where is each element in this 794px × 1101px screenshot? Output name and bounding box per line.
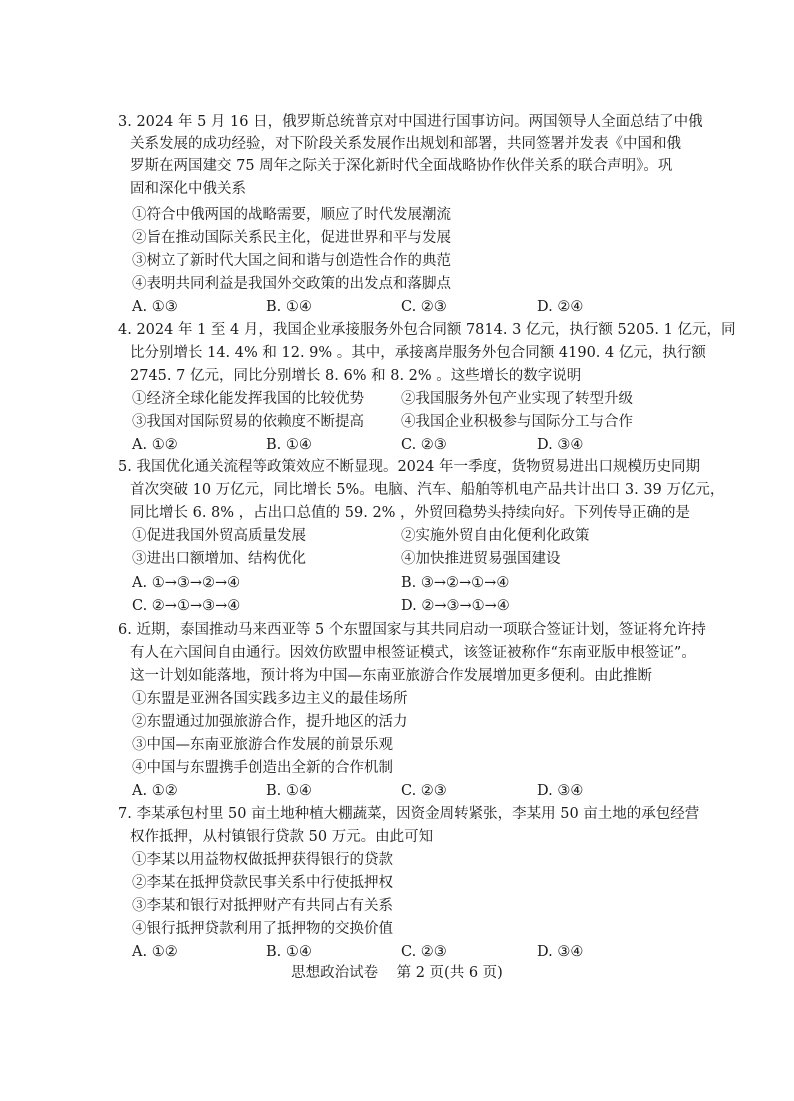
statement-option: ③中国—东南亚旅游合作发展的前景乐观: [132, 737, 393, 753]
statement-option: ③树立了新时代大国之间和谐与创造性合作的典范: [132, 253, 451, 269]
answer-choice-a: A. ①②: [132, 783, 178, 799]
statement-option: ④银行抵押贷款利用了抵押物的交换价值: [132, 921, 393, 937]
statement-option: ③李某和银行对抵押财产有共同占有关系: [132, 898, 393, 914]
answer-choice-a: A. ①→③→②→④: [132, 575, 241, 591]
question-stem-line: 7. 李某承包村里 50 亩土地种植大棚蔬菜，因资金周转紧张，李某用 50 亩土地的承包经营: [118, 806, 700, 822]
answer-choice-a: A. ①②: [132, 437, 178, 453]
question-stem-line: 3. 2024 年 5 月 16 日，俄罗斯总统普京对中国进行国事访问。两国领导人全面总结了中俄: [118, 114, 703, 130]
footer-gap: [383, 965, 392, 981]
answer-choice-c: C. ②→①→③→④: [132, 598, 241, 614]
answer-choice-d: D. ②④: [537, 299, 584, 315]
answer-choice-b: B. ①④: [266, 783, 312, 799]
question-stem-line: 比分别增长 14. 4% 和 12. 9% 。其中，承接离岸服务外包合同额 4190. 4 亿元，执行额: [130, 345, 706, 361]
answer-choice-b: B. ①④: [266, 944, 312, 960]
answer-choice-b: B. ③→②→①→④: [401, 575, 510, 591]
statement-option: ③进出口额增加、结构优化: [132, 551, 306, 567]
answer-choice-b: B. ①④: [266, 299, 312, 315]
statement-option: ②东盟通过加强旅游合作，提升地区的活力: [132, 714, 408, 730]
question-stem-line: 有人在六国间自由通行。因效仿欧盟申根签证模式，该签证被称作“东南亚版申根签证”。: [130, 645, 696, 661]
answer-choice-d: D. ③④: [537, 944, 584, 960]
statement-option: ②实施外贸自由化便利化政策: [401, 528, 590, 544]
statement-option: ②我国服务外包产业实现了转型升级: [401, 391, 633, 407]
answer-choice-b: B. ①④: [266, 437, 312, 453]
question-stem-line: 5. 我国优化通关流程等政策效应不断显现。2024 年一季度，货物贸易进出口规模历史同期: [118, 459, 700, 475]
page-footer: [0, 963, 794, 983]
statement-option: ①促进我国外贸高质量发展: [132, 528, 306, 544]
answer-choice-a: A. ①②: [132, 944, 178, 960]
statement-option: ④中国与东盟携手创造出全新的合作机制: [132, 760, 393, 776]
question-stem-line: 2745. 7 亿元，同比分别增长 8. 6% 和 8. 2% 。这些增长的数字说明: [130, 368, 582, 384]
answer-choice-c: C. ②③: [401, 437, 447, 453]
answer-choice-c: C. ②③: [401, 299, 447, 315]
question-stem-line: 固和深化中俄关系: [130, 181, 246, 197]
footer-page-number: 第 2 页(共 6 页): [396, 965, 503, 981]
answer-choice-c: C. ②③: [401, 783, 447, 799]
answer-choice-c: C. ②③: [401, 944, 447, 960]
answer-choice-d: D. ②→③→①→④: [401, 598, 510, 614]
answer-choice-d: D. ③④: [537, 783, 584, 799]
question-stem-line: 6. 近期，泰国推动马来西亚等 5 个东盟国家与其共同启动一项联合签证计划，签证将允许持: [118, 622, 706, 638]
statement-option: ①符合中俄两国的战略需要，顺应了时代发展潮流: [132, 207, 451, 223]
statement-option: ②李某在抵押贷款民事关系中行使抵押权: [132, 875, 393, 891]
question-stem-line: 首次突破 10 万亿元，同比增长 5%。电脑、汽车、船舶等机电产品共计出口 3. 39 万亿元，: [130, 482, 725, 498]
question-stem-line: 关系发展的成功经验，对下阶段关系发展作出规划和部署，共同签署并发表《中国和俄: [130, 136, 681, 152]
statement-option: ④表明共同利益是我国外交政策的出发点和落脚点: [132, 276, 451, 292]
statement-option: ②旨在推动国际关系民主化，促进世界和平与发展: [132, 230, 451, 246]
statement-option: ④我国企业积极参与国际分工与合作: [401, 414, 633, 430]
question-stem-line: 罗斯在两国建交 75 周年之际关于深化新时代全面战略协作伙伴关系的联合声明》。巩: [130, 158, 673, 174]
answer-choice-a: A. ①③: [132, 299, 178, 315]
statement-option: ④加快推进贸易强国建设: [401, 551, 561, 567]
question-stem-line: 同比增长 6. 8% ，占出口总值的 59. 2% ，外贸回稳势头持续向好。下列传导正确的是: [130, 505, 691, 521]
statement-option: ①经济全球化能发挥我国的比较优势: [132, 391, 364, 407]
statement-option: ③我国对国际贸易的依赖度不断提高: [132, 414, 364, 430]
answer-choice-d: D. ③④: [537, 437, 584, 453]
footer-subject: 思想政治试卷: [291, 965, 379, 981]
question-stem-line: 这一计划如能落地，预计将为中国—东南亚旅游合作发展增加更多便利。由此推断: [130, 668, 652, 684]
statement-option: ①李某以用益物权做抵押获得银行的贷款: [132, 852, 393, 868]
question-stem-line: 权作抵押，从村镇银行贷款 50 万元。由此可知: [130, 829, 434, 845]
question-stem-line: 4. 2024 年 1 至 4 月，我国企业承接服务外包合同额 7814. 3 亿元，执行额 5205. 1 亿元，同: [118, 322, 736, 338]
statement-option: ①东盟是亚洲各国实践多边主义的最佳场所: [132, 691, 408, 707]
